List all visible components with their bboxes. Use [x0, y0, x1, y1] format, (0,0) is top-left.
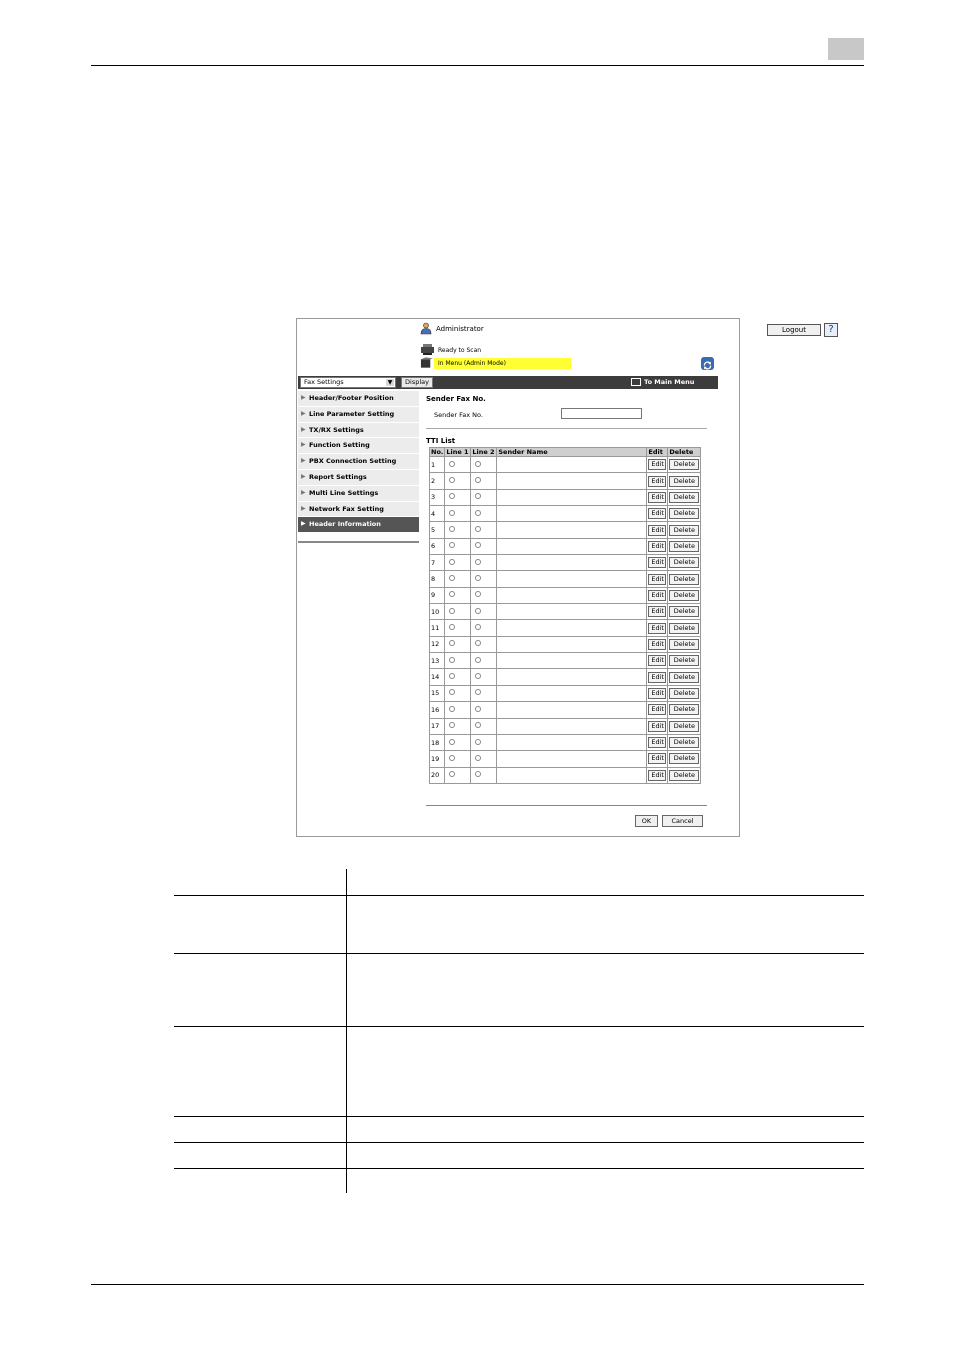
- row-number: 17: [430, 718, 445, 734]
- delete-cell: [668, 653, 701, 669]
- edit-button[interactable]: Edit: [648, 590, 666, 601]
- sender-name-cell: [497, 734, 647, 750]
- edit-button[interactable]: Edit: [648, 672, 666, 683]
- doc-table-rule: [174, 953, 864, 954]
- triangle-right-icon: ▶: [301, 457, 306, 465]
- line2-cell: [471, 522, 497, 538]
- line2-cell: [471, 734, 497, 750]
- sidebar-item[interactable]: [298, 438, 419, 454]
- delete-cell: [668, 751, 701, 767]
- sidebar-item[interactable]: [298, 502, 419, 518]
- delete-button[interactable]: Delete: [669, 753, 699, 764]
- doc-table-rule: [174, 1168, 864, 1169]
- row-number: 18: [430, 734, 445, 750]
- menu-bar: [298, 376, 718, 389]
- line2-radio[interactable]: [475, 673, 481, 679]
- sidebar-item-label: Function Setting: [309, 441, 370, 450]
- edit-button[interactable]: Edit: [648, 623, 666, 634]
- delete-button[interactable]: Delete: [669, 623, 699, 634]
- table-row: [430, 734, 701, 750]
- line1-radio[interactable]: [449, 706, 455, 712]
- page-bottom-rule: [91, 1284, 864, 1285]
- doc-table-rule: [174, 1026, 864, 1027]
- sender-name-cell: [497, 702, 647, 718]
- col-header-edit: Edit: [647, 448, 668, 457]
- delete-button[interactable]: Delete: [669, 492, 699, 503]
- line2-radio[interactable]: [475, 755, 481, 761]
- sender-name-cell: [497, 522, 647, 538]
- line1-cell: [445, 522, 471, 538]
- line2-radio[interactable]: [475, 575, 481, 581]
- triangle-right-icon: ▶: [301, 504, 306, 512]
- triangle-right-icon: ▶: [301, 520, 306, 528]
- line1-cell: [445, 734, 471, 750]
- sidebar-item-label: PBX Connection Setting: [309, 457, 397, 466]
- tti-table-body: [430, 457, 701, 784]
- sidebar-item-label: Header Information: [309, 520, 381, 529]
- line1-radio[interactable]: [449, 542, 455, 548]
- line1-radio[interactable]: [449, 673, 455, 679]
- delete-cell: [668, 506, 701, 522]
- edit-button[interactable]: Edit: [648, 639, 666, 650]
- delete-button[interactable]: Delete: [669, 770, 699, 781]
- line1-radio[interactable]: [449, 624, 455, 630]
- sender-name-cell: [497, 685, 647, 701]
- settings-dropdown[interactable]: [300, 377, 396, 388]
- line2-cell: [471, 489, 497, 505]
- table-row: [430, 457, 701, 473]
- line1-radio[interactable]: [449, 591, 455, 597]
- edit-cell: [647, 767, 668, 783]
- sender-fax-label: Sender Fax No.: [434, 411, 483, 419]
- administrator-label: Administrator: [436, 325, 484, 333]
- edit-button[interactable]: Edit: [648, 525, 666, 536]
- tti-list-title: TTI List: [426, 437, 456, 445]
- table-row: [430, 489, 701, 505]
- edit-cell: [647, 620, 668, 636]
- scanner-icon: [420, 343, 435, 355]
- line1-radio[interactable]: [449, 640, 455, 646]
- line1-radio[interactable]: [449, 493, 455, 499]
- edit-cell: [647, 489, 668, 505]
- delete-button[interactable]: Delete: [669, 721, 699, 732]
- admin-mode-icon: [420, 357, 434, 369]
- edit-button[interactable]: Edit: [648, 770, 666, 781]
- row-number: 2: [430, 473, 445, 489]
- sender-name-cell: [497, 457, 647, 473]
- line1-cell: [445, 669, 471, 685]
- delete-cell: [668, 767, 701, 783]
- delete-button[interactable]: Delete: [669, 606, 699, 617]
- delete-button[interactable]: Delete: [669, 508, 699, 519]
- edit-cell: [647, 506, 668, 522]
- line1-radio[interactable]: [449, 689, 455, 695]
- line2-radio[interactable]: [475, 739, 481, 745]
- cancel-button[interactable]: Cancel: [662, 815, 703, 827]
- edit-cell: [647, 653, 668, 669]
- line2-cell: [471, 653, 497, 669]
- delete-cell: [668, 702, 701, 718]
- sender-name-cell: [497, 587, 647, 603]
- table-row: [430, 620, 701, 636]
- line2-cell: [471, 473, 497, 489]
- edit-cell: [647, 538, 668, 554]
- line1-cell: [445, 506, 471, 522]
- line1-cell: [445, 685, 471, 701]
- delete-button[interactable]: Delete: [669, 557, 699, 568]
- line1-cell: [445, 620, 471, 636]
- line2-cell: [471, 506, 497, 522]
- line1-cell: [445, 718, 471, 734]
- edit-button[interactable]: Edit: [648, 541, 666, 552]
- delete-cell: [668, 473, 701, 489]
- doc-table-column-divider: [346, 869, 347, 1193]
- delete-button[interactable]: Delete: [669, 459, 699, 470]
- sidebar-item-label: TX/RX Settings: [309, 425, 364, 434]
- sidebar-item[interactable]: [298, 423, 419, 439]
- main-content: [426, 395, 711, 780]
- sender-name-cell: [497, 571, 647, 587]
- sender-name-cell: [497, 636, 647, 652]
- line2-radio[interactable]: [475, 722, 481, 728]
- settings-dropdown-value: Fax Settings: [304, 378, 344, 386]
- edit-button[interactable]: Edit: [648, 737, 666, 748]
- table-row: [430, 751, 701, 767]
- doc-table-rule: [174, 895, 864, 896]
- line1-radio[interactable]: [449, 559, 455, 565]
- edit-cell: [647, 751, 668, 767]
- delete-cell: [668, 685, 701, 701]
- tti-table: [429, 447, 701, 784]
- admin-row: [420, 322, 834, 336]
- delete-cell: [668, 636, 701, 652]
- delete-button[interactable]: Delete: [669, 476, 699, 487]
- sidebar-item[interactable]: [298, 486, 419, 502]
- row-number: 8: [430, 571, 445, 587]
- delete-cell: [668, 587, 701, 603]
- section-divider: [426, 428, 707, 429]
- row-number: 11: [430, 620, 445, 636]
- line2-cell: [471, 555, 497, 571]
- sender-name-cell: [497, 767, 647, 783]
- triangle-right-icon: ▶: [301, 425, 306, 433]
- row-number: 15: [430, 685, 445, 701]
- line1-cell: [445, 636, 471, 652]
- table-row: [430, 718, 701, 734]
- row-number: 1: [430, 457, 445, 473]
- line1-cell: [445, 587, 471, 603]
- screenshot-frame: [296, 318, 834, 837]
- sidebar: [298, 391, 419, 533]
- edit-button[interactable]: Edit: [648, 753, 666, 764]
- triangle-right-icon: ▶: [301, 394, 306, 401]
- footer-divider: [426, 805, 707, 806]
- edit-button[interactable]: Edit: [648, 557, 666, 568]
- table-row: [430, 555, 701, 571]
- row-number: 20: [430, 767, 445, 783]
- ok-button[interactable]: OK: [635, 815, 658, 827]
- delete-button[interactable]: Delete: [669, 655, 699, 666]
- line2-cell: [471, 604, 497, 620]
- line2-cell: [471, 620, 497, 636]
- table-row: [430, 669, 701, 685]
- line2-cell: [471, 457, 497, 473]
- line2-cell: [471, 718, 497, 734]
- col-header-sender-name: Sender Name: [497, 448, 647, 457]
- triangle-right-icon: ▶: [301, 488, 306, 496]
- sender-name-cell: [497, 538, 647, 554]
- line1-cell: [445, 473, 471, 489]
- help-button[interactable]: ?: [824, 323, 838, 337]
- line2-radio[interactable]: [475, 771, 481, 777]
- edit-button[interactable]: Edit: [648, 459, 666, 470]
- line1-cell: [445, 751, 471, 767]
- col-header-delete: Delete: [668, 448, 701, 457]
- line1-cell: [445, 653, 471, 669]
- line2-cell: [471, 702, 497, 718]
- edit-cell: [647, 457, 668, 473]
- line1-radio[interactable]: [449, 477, 455, 483]
- line2-radio[interactable]: [475, 640, 481, 646]
- triangle-right-icon: ▶: [301, 472, 306, 480]
- line1-cell: [445, 555, 471, 571]
- line2-radio[interactable]: [475, 461, 481, 467]
- sender-name-cell: [497, 604, 647, 620]
- sender-name-cell: [497, 506, 647, 522]
- delete-cell: [668, 620, 701, 636]
- edit-cell: [647, 604, 668, 620]
- line2-radio[interactable]: [475, 608, 481, 614]
- delete-button[interactable]: Delete: [669, 639, 699, 650]
- line1-cell: [445, 767, 471, 783]
- table-row: [430, 571, 701, 587]
- line2-cell: [471, 571, 497, 587]
- doc-table-rule: [174, 1142, 864, 1143]
- line2-cell: [471, 751, 497, 767]
- edit-cell: [647, 702, 668, 718]
- line1-radio[interactable]: [449, 657, 455, 663]
- edit-button[interactable]: Edit: [648, 704, 666, 715]
- edit-cell: [647, 636, 668, 652]
- delete-button[interactable]: Delete: [669, 574, 699, 585]
- table-row: [430, 653, 701, 669]
- line1-radio[interactable]: [449, 461, 455, 467]
- sender-name-cell: [497, 653, 647, 669]
- line1-cell: [445, 702, 471, 718]
- table-row: [430, 506, 701, 522]
- chapter-tab: [828, 38, 864, 60]
- sidebar-item[interactable]: [298, 391, 419, 407]
- status-ready-text: Ready to Scan: [438, 347, 482, 354]
- row-number: 14: [430, 669, 445, 685]
- line2-radio[interactable]: [475, 624, 481, 630]
- line2-radio[interactable]: [475, 542, 481, 548]
- table-row: [430, 473, 701, 489]
- tti-header-row: [430, 448, 701, 457]
- delete-cell: [668, 604, 701, 620]
- sidebar-item[interactable]: [298, 407, 419, 423]
- edit-cell: [647, 522, 668, 538]
- edit-button[interactable]: Edit: [648, 574, 666, 585]
- line1-radio[interactable]: [449, 739, 455, 745]
- edit-button[interactable]: Edit: [648, 655, 666, 666]
- table-row: [430, 767, 701, 783]
- sender-name-cell: [497, 620, 647, 636]
- line1-cell: [445, 538, 471, 554]
- status-mode: [420, 357, 571, 369]
- table-row: [430, 636, 701, 652]
- line2-radio[interactable]: [475, 526, 481, 532]
- row-number: 9: [430, 587, 445, 603]
- line2-radio[interactable]: [475, 657, 481, 663]
- line1-cell: [445, 489, 471, 505]
- sender-name-cell: [497, 669, 647, 685]
- sender-name-cell: [497, 555, 647, 571]
- line2-radio[interactable]: [475, 689, 481, 695]
- delete-button[interactable]: Delete: [669, 737, 699, 748]
- line1-cell: [445, 604, 471, 620]
- sender-name-cell: [497, 473, 647, 489]
- line2-cell: [471, 685, 497, 701]
- delete-button[interactable]: Delete: [669, 541, 699, 552]
- delete-cell: [668, 538, 701, 554]
- col-header-line1: Line 1: [445, 448, 471, 457]
- status-mode-text: In Menu (Admin Mode): [438, 360, 506, 367]
- line2-radio[interactable]: [475, 559, 481, 565]
- edit-button[interactable]: Edit: [648, 508, 666, 519]
- line2-cell: [471, 767, 497, 783]
- sender-name-cell: [497, 751, 647, 767]
- sender-name-cell: [497, 489, 647, 505]
- delete-cell: [668, 457, 701, 473]
- sender-fax-input[interactable]: [561, 408, 642, 419]
- delete-button[interactable]: Delete: [669, 672, 699, 683]
- edit-button[interactable]: Edit: [648, 721, 666, 732]
- edit-cell: [647, 718, 668, 734]
- sidebar-item[interactable]: [298, 470, 419, 486]
- table-row: [430, 538, 701, 554]
- refresh-icon[interactable]: [701, 357, 714, 370]
- edit-button[interactable]: Edit: [648, 492, 666, 503]
- table-row: [430, 685, 701, 701]
- line2-radio[interactable]: [475, 510, 481, 516]
- row-number: 3: [430, 489, 445, 505]
- main-menu-icon: [631, 378, 641, 386]
- row-number: 10: [430, 604, 445, 620]
- line1-radio[interactable]: [449, 510, 455, 516]
- edit-cell: [647, 669, 668, 685]
- row-number: 13: [430, 653, 445, 669]
- delete-cell: [668, 522, 701, 538]
- sidebar-item[interactable]: [298, 454, 419, 470]
- sidebar-item-label: Line Parameter Setting: [309, 409, 395, 418]
- edit-cell: [647, 571, 668, 587]
- line1-cell: [445, 457, 471, 473]
- row-number: 5: [430, 522, 445, 538]
- delete-cell: [668, 718, 701, 734]
- edit-cell: [647, 473, 668, 489]
- row-number: 6: [430, 538, 445, 554]
- sidebar-item-label: Report Settings: [309, 472, 367, 481]
- table-row: [430, 702, 701, 718]
- administrator-icon: [420, 322, 432, 334]
- delete-button[interactable]: Delete: [669, 590, 699, 601]
- delete-button[interactable]: Delete: [669, 688, 699, 699]
- delete-cell: [668, 555, 701, 571]
- sender-section-title: Sender Fax No.: [426, 395, 486, 403]
- line2-cell: [471, 587, 497, 603]
- row-number: 12: [430, 636, 445, 652]
- delete-cell: [668, 734, 701, 750]
- edit-button[interactable]: Edit: [648, 688, 666, 699]
- logout-button[interactable]: Logout: [767, 324, 821, 336]
- edit-cell: [647, 555, 668, 571]
- table-row: [430, 587, 701, 603]
- edit-cell: [647, 734, 668, 750]
- line2-radio[interactable]: [475, 706, 481, 712]
- triangle-right-icon: ▶: [301, 409, 306, 417]
- delete-cell: [668, 489, 701, 505]
- line2-radio[interactable]: [475, 591, 481, 597]
- col-header-no: No.: [431, 448, 444, 456]
- to-main-menu-link[interactable]: To Main Menu: [644, 378, 695, 386]
- line1-cell: [445, 571, 471, 587]
- line1-radio[interactable]: [449, 771, 455, 777]
- line1-radio[interactable]: [449, 608, 455, 614]
- row-number: 16: [430, 702, 445, 718]
- line1-radio[interactable]: [449, 526, 455, 532]
- delete-cell: [668, 571, 701, 587]
- row-number: 7: [430, 555, 445, 571]
- sender-name-cell: [497, 718, 647, 734]
- sidebar-item-label: Header/Footer Position: [309, 394, 394, 402]
- line1-radio[interactable]: [449, 722, 455, 728]
- line2-cell: [471, 538, 497, 554]
- delete-button[interactable]: Delete: [669, 704, 699, 715]
- chevron-down-icon: ▼: [387, 379, 393, 386]
- line2-cell: [471, 636, 497, 652]
- delete-cell: [668, 669, 701, 685]
- triangle-right-icon: ▶: [301, 441, 306, 449]
- edit-button[interactable]: Edit: [648, 476, 666, 487]
- edit-cell: [647, 685, 668, 701]
- line1-radio[interactable]: [449, 755, 455, 761]
- line2-radio[interactable]: [475, 493, 481, 499]
- delete-button[interactable]: Delete: [669, 525, 699, 536]
- table-row: [430, 522, 701, 538]
- sidebar-item-label: Multi Line Settings: [309, 488, 379, 497]
- row-number: 19: [430, 751, 445, 767]
- edit-button[interactable]: Edit: [648, 606, 666, 617]
- doc-table-rule: [174, 1116, 864, 1117]
- col-header-line2: Line 2: [471, 448, 497, 457]
- sidebar-item[interactable]: [298, 517, 419, 533]
- sidebar-divider: [298, 541, 419, 543]
- line2-cell: [471, 669, 497, 685]
- row-number: 4: [430, 506, 445, 522]
- line1-radio[interactable]: [449, 575, 455, 581]
- sidebar-item-label: Network Fax Setting: [309, 504, 384, 513]
- line2-radio[interactable]: [475, 477, 481, 483]
- display-button[interactable]: Display: [401, 377, 433, 388]
- page-top-rule: [91, 65, 864, 66]
- edit-cell: [647, 587, 668, 603]
- table-row: [430, 604, 701, 620]
